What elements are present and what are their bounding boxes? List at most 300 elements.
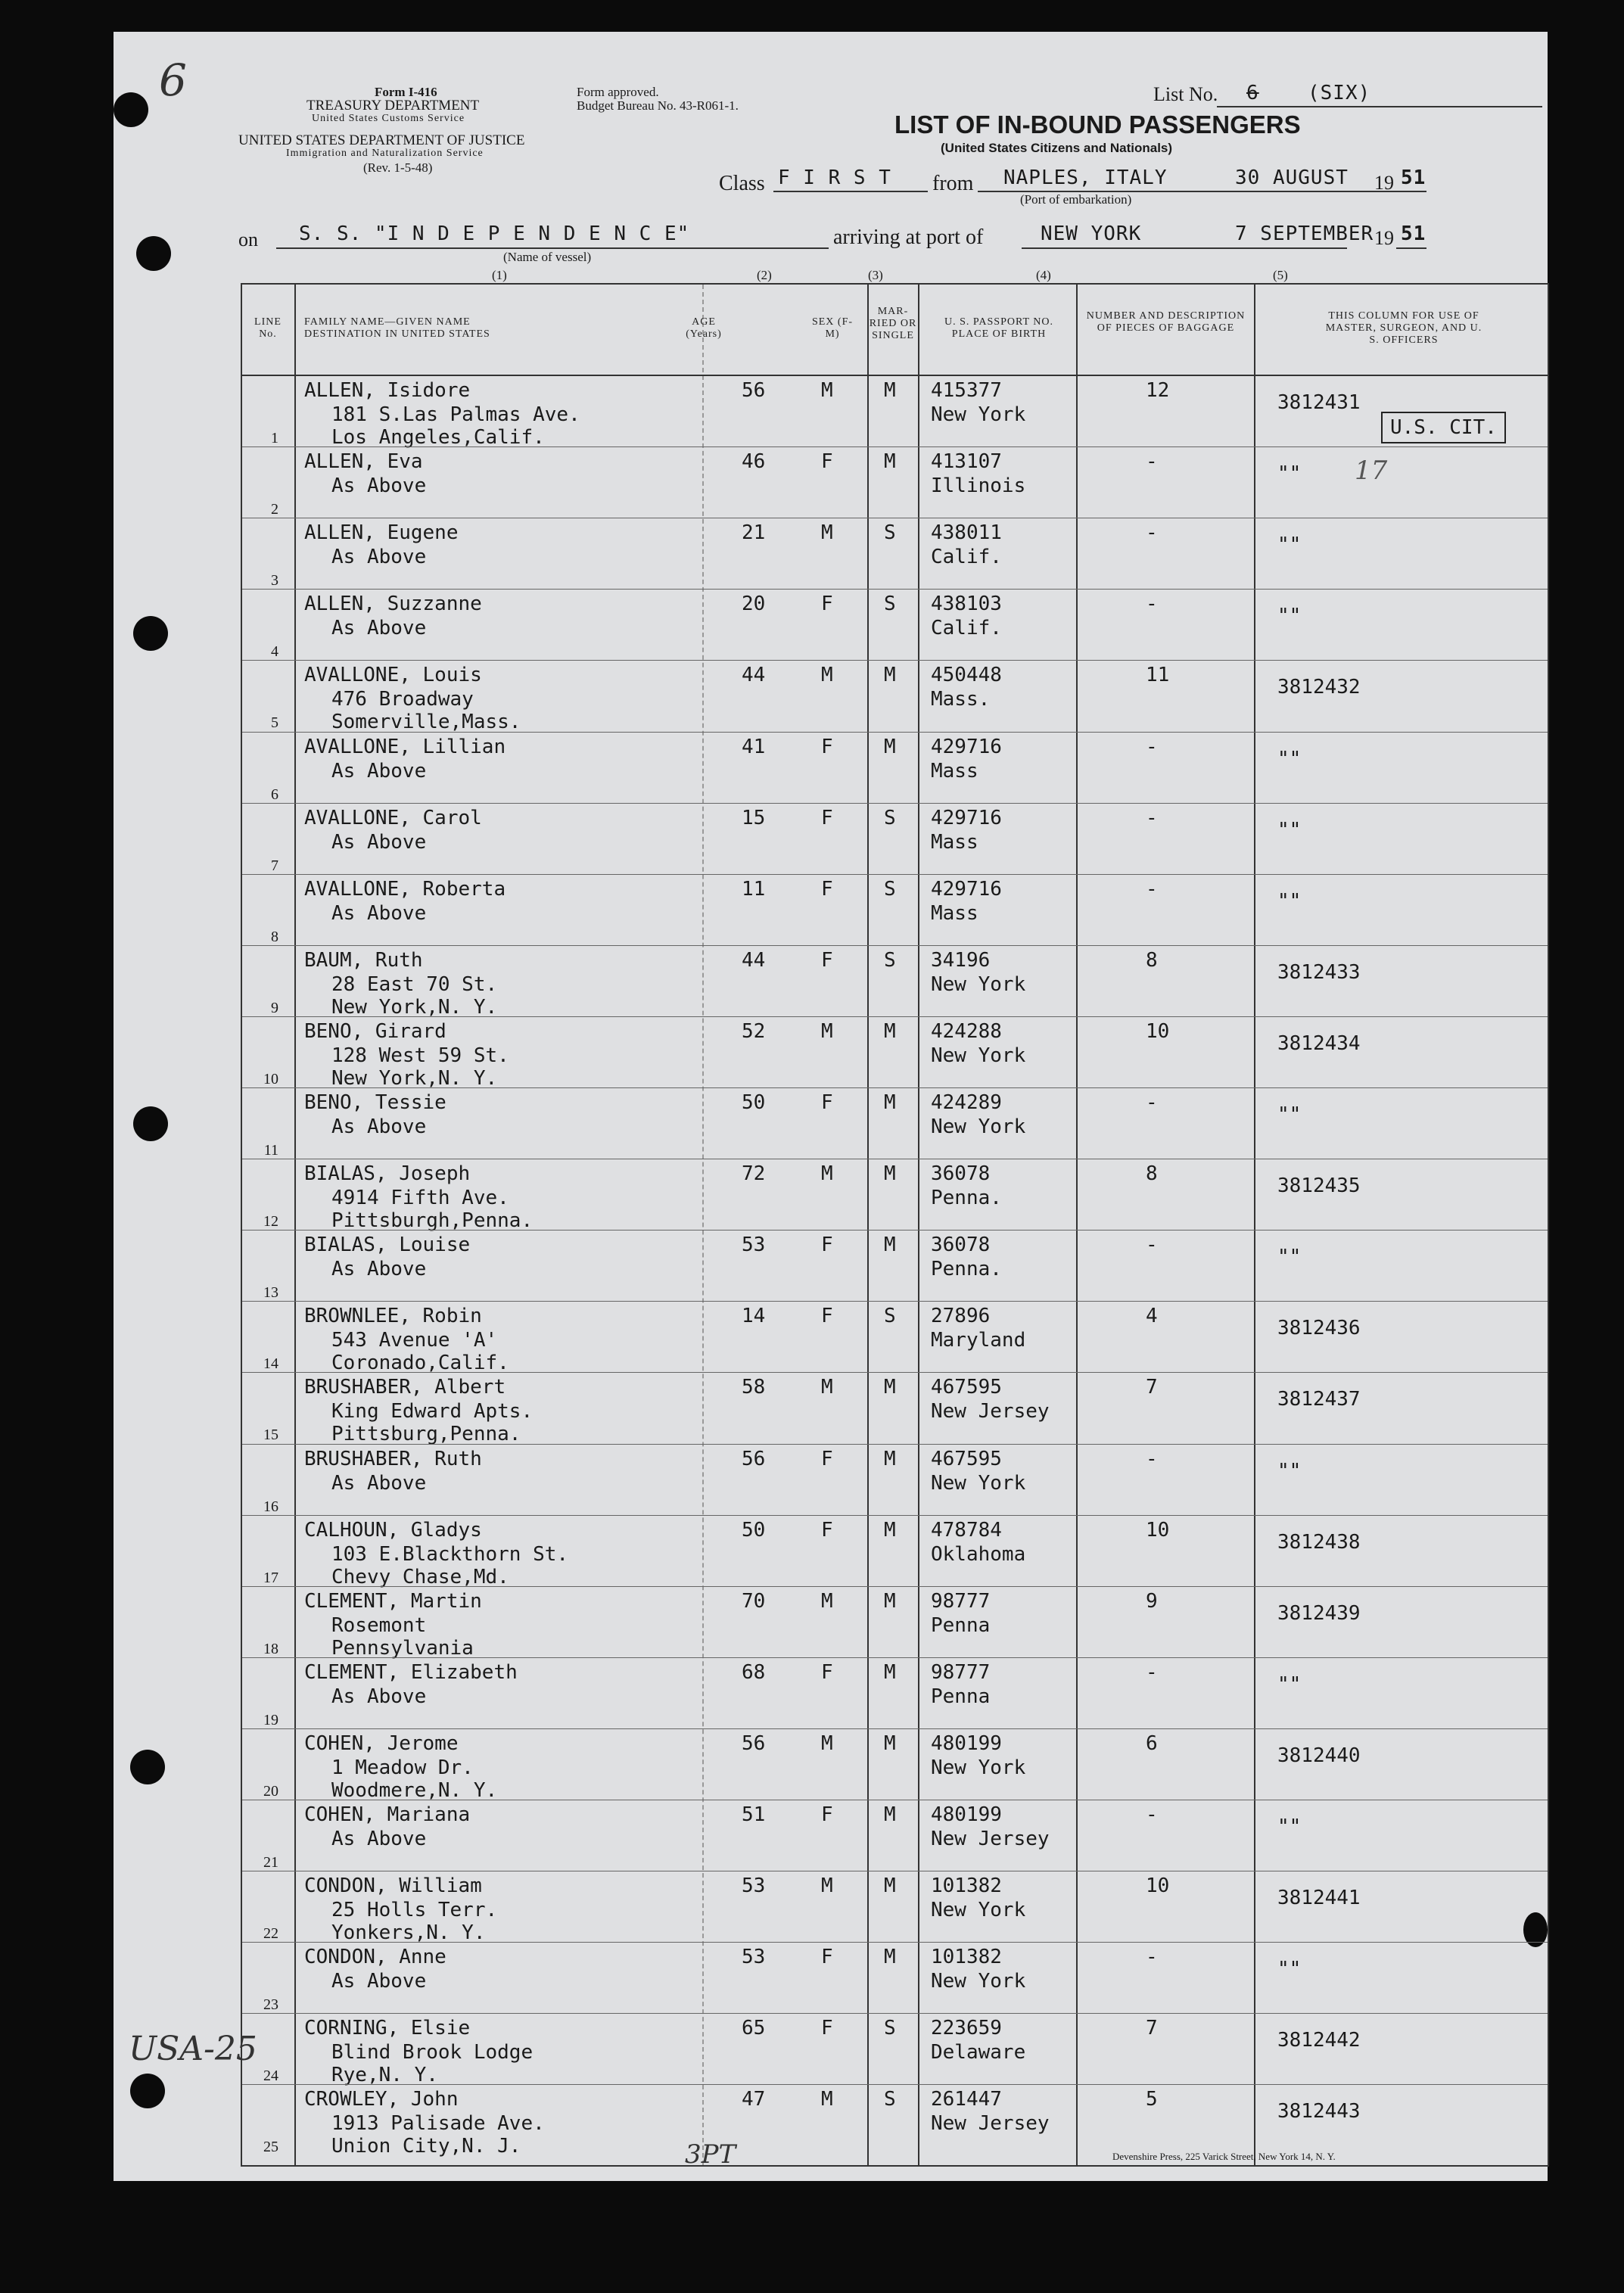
passport-number: 101382 bbox=[931, 1875, 1002, 1898]
marital-status: S bbox=[884, 948, 896, 972]
line-number: 10 bbox=[263, 1070, 278, 1087]
age: 20 bbox=[742, 593, 766, 616]
age: 44 bbox=[742, 948, 766, 972]
passenger-name: BRUSHABER, Ruth bbox=[304, 1447, 482, 1470]
signature-mark: 3PT bbox=[685, 2139, 736, 2170]
port-of-arrival: NEW YORK bbox=[1041, 222, 1142, 245]
destination-line-1: As Above bbox=[331, 546, 427, 569]
place-of-birth: New York bbox=[931, 1756, 1026, 1779]
sex: M bbox=[821, 379, 833, 402]
passenger-name: BRUSHABER, Albert bbox=[304, 1376, 506, 1399]
line-number: 11 bbox=[263, 1142, 278, 1159]
col-header-line: LINE No. bbox=[254, 316, 282, 340]
marital-status: M bbox=[884, 450, 896, 474]
marital-status: M bbox=[884, 735, 896, 758]
row-divider bbox=[242, 1016, 1548, 1017]
place-of-birth: Maryland bbox=[931, 1329, 1026, 1352]
passenger-name: BROWNLEE, Robin bbox=[304, 1305, 482, 1328]
passport-number: 467595 bbox=[931, 1447, 1002, 1470]
baggage-count: 10 bbox=[1146, 1875, 1170, 1898]
destination-line-1: As Above bbox=[331, 1970, 427, 1993]
marital-status: M bbox=[884, 1518, 896, 1542]
vessel-name: S. S. "I N D E P E N D E N C E" bbox=[299, 222, 690, 245]
destination-line-1: Rosemont bbox=[331, 1613, 427, 1637]
table-row bbox=[242, 876, 1548, 947]
passenger-name: AVALLONE, Lillian bbox=[304, 735, 506, 758]
destination-line-1: 476 Broadway bbox=[331, 688, 474, 711]
destination-line-1: 103 E.Blackthorn St. bbox=[331, 1542, 569, 1566]
age: 15 bbox=[742, 806, 766, 829]
arriving-label: arriving at port of bbox=[829, 226, 988, 250]
marital-status: S bbox=[884, 877, 896, 901]
baggage-count: 8 bbox=[1146, 1162, 1158, 1186]
row-divider bbox=[242, 1230, 1548, 1231]
baggage-count: - bbox=[1146, 806, 1158, 829]
baggage-count: 7 bbox=[1146, 2017, 1158, 2040]
place-of-birth: Illinois bbox=[931, 474, 1026, 498]
place-of-birth: Mass bbox=[931, 759, 978, 782]
table-row bbox=[242, 804, 1548, 876]
punch-hole bbox=[133, 1106, 168, 1141]
port-of-embarkation: NAPLES, ITALY bbox=[1003, 166, 1168, 189]
row-divider bbox=[242, 1515, 1548, 1516]
destination-line-2: Rye,N. Y. bbox=[331, 2064, 438, 2087]
row-divider bbox=[242, 660, 1548, 661]
baggage-count: - bbox=[1146, 593, 1158, 616]
sex: F bbox=[821, 1946, 833, 1969]
line-number: 13 bbox=[263, 1284, 278, 1302]
baggage-count: 5 bbox=[1146, 2088, 1158, 2111]
margin-mark-usa: USA-25 bbox=[129, 2030, 257, 2068]
age: 21 bbox=[742, 521, 766, 545]
age: 47 bbox=[742, 2088, 766, 2111]
place-of-birth: Mass. bbox=[931, 688, 991, 711]
baggage-count: - bbox=[1146, 1091, 1158, 1114]
passenger-name: CLEMENT, Martin bbox=[304, 1589, 482, 1613]
age: 68 bbox=[742, 1660, 766, 1684]
destination-line-1: 4914 Fifth Ave. bbox=[331, 1187, 509, 1210]
sex: M bbox=[821, 2088, 833, 2111]
table-row bbox=[242, 1730, 1548, 1801]
age: 46 bbox=[742, 450, 766, 474]
place-of-birth: New Jersey bbox=[931, 2112, 1050, 2136]
destination-line-1: 1913 Palisade Ave. bbox=[331, 2112, 545, 2136]
treasury-dept: TREASURY DEPARTMENT bbox=[306, 98, 480, 114]
destination-line-2: Pennsylvania bbox=[331, 1636, 474, 1660]
baggage-count: 4 bbox=[1146, 1305, 1158, 1328]
embarkation-year: 51 bbox=[1401, 166, 1426, 189]
marital-status: M bbox=[884, 1660, 896, 1684]
line-number: 24 bbox=[263, 2067, 278, 2085]
passport-number: 480199 bbox=[931, 1731, 1002, 1755]
passenger-name: BIALAS, Joseph bbox=[304, 1162, 471, 1186]
line-number: 22 bbox=[263, 1925, 278, 1943]
row-divider bbox=[242, 1586, 1548, 1587]
place-of-birth: Penna bbox=[931, 1613, 991, 1637]
age: 58 bbox=[742, 1376, 766, 1399]
age: 50 bbox=[742, 1091, 766, 1114]
col-header-married: MAR-RIED OR SINGLE bbox=[869, 306, 917, 341]
destination-line-1: 543 Avenue 'A' bbox=[331, 1329, 498, 1352]
arrival-date: 7 SEPTEMBER bbox=[1235, 222, 1374, 245]
officer-number: 3812431 bbox=[1277, 391, 1361, 414]
document-page bbox=[114, 32, 1548, 2181]
place-of-birth: Calif. bbox=[931, 617, 1002, 640]
punch-hole bbox=[114, 92, 148, 127]
passenger-name: ALLEN, Eva bbox=[304, 450, 423, 474]
officer-number: "" bbox=[1277, 889, 1302, 913]
row-divider bbox=[242, 1657, 1548, 1658]
passenger-name: AVALLONE, Louis bbox=[304, 664, 482, 687]
destination-line-2: Los Angeles,Calif. bbox=[331, 426, 545, 449]
officer-number: "" bbox=[1277, 534, 1302, 557]
passport-number: 34196 bbox=[931, 948, 991, 972]
line-number: 18 bbox=[263, 1640, 278, 1657]
officer-number: "" bbox=[1277, 818, 1302, 842]
destination-line-2: New York,N. Y. bbox=[331, 995, 498, 1019]
baggage-count: 12 bbox=[1146, 379, 1170, 402]
destination-line-1: 1 Meadow Dr. bbox=[331, 1756, 474, 1779]
age: 52 bbox=[742, 1019, 766, 1043]
sex: M bbox=[821, 664, 833, 687]
table-row bbox=[242, 1089, 1548, 1160]
marital-status: S bbox=[884, 2017, 896, 2040]
table-row bbox=[242, 1801, 1548, 1872]
passenger-name: COHEN, Mariana bbox=[304, 1803, 471, 1826]
col-number-4: (4) bbox=[1036, 268, 1051, 282]
officer-number: 3812435 bbox=[1277, 1175, 1361, 1198]
from-label: from bbox=[928, 172, 978, 196]
destination-line-1: As Above bbox=[331, 830, 427, 854]
destination-line-2: Somerville,Mass. bbox=[331, 711, 521, 734]
baggage-count: 7 bbox=[1146, 1376, 1158, 1399]
margin-mark-page: 6 bbox=[159, 54, 187, 106]
printer-credit: Devenshire Press, 225 Varick Street, New York 14, N. Y. bbox=[1112, 2151, 1336, 2162]
sex: F bbox=[821, 593, 833, 616]
line-number: 17 bbox=[263, 1569, 278, 1586]
destination-line-1: King Edward Apts. bbox=[331, 1400, 534, 1423]
passport-number: 36078 bbox=[931, 1162, 991, 1186]
table-row bbox=[242, 1374, 1548, 1445]
list-no-words: (SIX) bbox=[1308, 82, 1371, 104]
line-number: 3 bbox=[271, 572, 278, 590]
year-prefix-embark: 19 bbox=[1374, 172, 1394, 194]
passport-number: 429716 bbox=[931, 877, 1002, 901]
baggage-count: - bbox=[1146, 735, 1158, 758]
sex: F bbox=[821, 1803, 833, 1826]
place-of-birth: New York bbox=[931, 1115, 1026, 1138]
passport-number: 413107 bbox=[931, 450, 1002, 474]
officer-number: 3812434 bbox=[1277, 1031, 1361, 1055]
place-of-birth: New York bbox=[931, 1899, 1026, 1922]
marital-status: S bbox=[884, 521, 896, 545]
passport-number: 261447 bbox=[931, 2088, 1002, 2111]
officer-number: 3812442 bbox=[1277, 2029, 1361, 2052]
punch-hole bbox=[133, 616, 168, 651]
table-row bbox=[242, 1517, 1548, 1588]
row-divider bbox=[242, 732, 1548, 733]
baggage-count: 11 bbox=[1146, 664, 1170, 687]
passenger-name: ALLEN, Eugene bbox=[304, 521, 459, 545]
row-divider bbox=[242, 1301, 1548, 1302]
baggage-count: - bbox=[1146, 1447, 1158, 1470]
passenger-name: COHEN, Jerome bbox=[304, 1731, 459, 1755]
line-number: 5 bbox=[271, 714, 278, 732]
marital-status: M bbox=[884, 1376, 896, 1399]
line-number: 1 bbox=[271, 430, 278, 446]
row-divider bbox=[242, 446, 1548, 447]
revision: (Rev. 1-5-48) bbox=[363, 160, 433, 175]
col-header-name: FAMILY NAME—GIVEN NAME DESTINATION IN UNITED STATES bbox=[304, 316, 490, 340]
sex: F bbox=[821, 806, 833, 829]
sex: F bbox=[821, 1234, 833, 1257]
officer-number: "" bbox=[1277, 1459, 1302, 1483]
destination-line-1: As Above bbox=[331, 1258, 427, 1281]
sex: F bbox=[821, 877, 833, 901]
table-row bbox=[242, 377, 1548, 448]
place-of-birth: New York bbox=[931, 1471, 1026, 1495]
passport-number: 429716 bbox=[931, 735, 1002, 758]
passport-number: 415377 bbox=[931, 379, 1002, 402]
place-of-birth: New York bbox=[931, 1044, 1026, 1067]
destination-line-2: Yonkers,N. Y. bbox=[331, 1921, 486, 1945]
officer-number: "" bbox=[1277, 1672, 1302, 1696]
justice-dept: UNITED STATES DEPARTMENT OF JUSTICE bbox=[238, 132, 525, 148]
passport-number: 223659 bbox=[931, 2017, 1002, 2040]
age: 44 bbox=[742, 664, 766, 687]
line-number: 7 bbox=[271, 857, 278, 874]
place-of-birth: Delaware bbox=[931, 2041, 1026, 2064]
marital-status: M bbox=[884, 664, 896, 687]
destination-line-2: Pittsburgh,Penna. bbox=[331, 1209, 534, 1233]
place-of-birth: New Jersey bbox=[931, 1828, 1050, 1850]
age: 53 bbox=[742, 1875, 766, 1898]
sex: F bbox=[821, 1447, 833, 1470]
officer-number: 3812439 bbox=[1277, 1601, 1361, 1625]
col-header-sex: SEX (F-M) bbox=[811, 316, 854, 340]
line-number: 9 bbox=[271, 999, 278, 1016]
sex: M bbox=[821, 1019, 833, 1043]
sex: M bbox=[821, 1875, 833, 1898]
age: 14 bbox=[742, 1305, 766, 1328]
embarkation-date: 30 AUGUST bbox=[1235, 166, 1349, 189]
customs-service: United States Customs Service bbox=[312, 113, 465, 124]
destination-line-1: 25 Holls Terr. bbox=[331, 1899, 498, 1922]
row-divider bbox=[242, 2013, 1548, 2014]
budget-bureau: Budget Bureau No. 43-R061-1. bbox=[577, 98, 739, 113]
passport-number: 438011 bbox=[931, 521, 1002, 545]
punch-hole bbox=[130, 2074, 165, 2108]
officer-number: "" bbox=[1277, 1103, 1302, 1126]
table-row bbox=[242, 2015, 1548, 2086]
marital-status: M bbox=[884, 1162, 896, 1186]
sex: F bbox=[821, 450, 833, 474]
table-row bbox=[242, 1231, 1548, 1302]
row-divider bbox=[242, 945, 1548, 946]
class-label: Class bbox=[719, 172, 765, 195]
citizenship-stamp: U.S. CIT. bbox=[1381, 412, 1506, 443]
line-number: 23 bbox=[263, 1996, 278, 2014]
place-of-birth: Penna. bbox=[931, 1258, 1002, 1281]
marital-status: M bbox=[884, 1731, 896, 1755]
officer-number: 3812436 bbox=[1277, 1317, 1361, 1340]
passenger-name: BENO, Girard bbox=[304, 1019, 446, 1043]
sex: M bbox=[821, 1589, 833, 1613]
passenger-name: CROWLEY, John bbox=[304, 2088, 459, 2111]
line-number: 16 bbox=[263, 1498, 278, 1515]
place-of-birth: Penna bbox=[931, 1685, 991, 1708]
margin-mark-tally: 17 bbox=[1355, 456, 1388, 486]
row-divider bbox=[242, 2084, 1548, 2085]
baggage-count: - bbox=[1146, 1234, 1158, 1257]
col-header-age: AGE (Years) bbox=[686, 316, 722, 340]
officer-number: 3812432 bbox=[1277, 676, 1361, 699]
table-row bbox=[242, 1445, 1548, 1517]
row-divider bbox=[242, 803, 1548, 804]
baggage-count: - bbox=[1146, 1803, 1158, 1826]
punch-hole bbox=[130, 1750, 165, 1784]
passenger-name: BIALAS, Louise bbox=[304, 1234, 471, 1257]
officer-number: "" bbox=[1277, 1246, 1302, 1269]
age: 41 bbox=[742, 735, 766, 758]
line-number: 19 bbox=[263, 1711, 278, 1728]
destination-line-1: As Above bbox=[331, 1115, 427, 1138]
passport-number: 98777 bbox=[931, 1660, 991, 1684]
sex: F bbox=[821, 1660, 833, 1684]
arrival-year: 51 bbox=[1401, 222, 1426, 245]
passenger-name: CONDON, William bbox=[304, 1875, 482, 1898]
passport-number: 27896 bbox=[931, 1305, 991, 1328]
age: 56 bbox=[742, 1731, 766, 1755]
line-number: 21 bbox=[263, 1854, 278, 1871]
destination-line-1: 128 West 59 St. bbox=[331, 1044, 509, 1067]
sex: M bbox=[821, 1731, 833, 1755]
line-number: 4 bbox=[271, 643, 278, 661]
immigration-service: Immigration and Naturalization Service bbox=[286, 148, 484, 159]
baggage-count: - bbox=[1146, 450, 1158, 474]
col-header-officers: THIS COLUMN FOR USE OF MASTER, SURGEON, AND U. S. OFFICERS bbox=[1325, 310, 1482, 346]
sex: F bbox=[821, 1305, 833, 1328]
sex: F bbox=[821, 1091, 833, 1114]
destination-line-1: As Above bbox=[331, 1471, 427, 1495]
place-of-birth: New York bbox=[931, 972, 1026, 996]
place-of-birth: Oklahoma bbox=[931, 1542, 1026, 1566]
table-row bbox=[242, 947, 1548, 1018]
passenger-name: BENO, Tessie bbox=[304, 1091, 446, 1114]
marital-status: M bbox=[884, 1589, 896, 1613]
officer-number: 3812438 bbox=[1277, 1530, 1361, 1554]
year-prefix-arrival: 19 bbox=[1374, 227, 1394, 249]
row-divider bbox=[242, 874, 1548, 875]
row-divider bbox=[242, 1942, 1548, 1943]
passport-number: 467595 bbox=[931, 1376, 1002, 1399]
col-number-2: (2) bbox=[757, 268, 772, 282]
destination-line-1: As Above bbox=[331, 759, 427, 782]
destination-line-2: Woodmere,N. Y. bbox=[331, 1778, 498, 1802]
place-of-birth: Mass bbox=[931, 830, 978, 854]
table-row bbox=[242, 448, 1548, 519]
col-number-1: (1) bbox=[492, 268, 507, 282]
passport-number: 101382 bbox=[931, 1946, 1002, 1969]
passport-number: 98777 bbox=[931, 1589, 991, 1613]
destination-line-2: Pittsburg,Penna. bbox=[331, 1423, 521, 1446]
passport-number: 429716 bbox=[931, 806, 1002, 829]
line-number: 12 bbox=[263, 1213, 278, 1231]
age: 51 bbox=[742, 1803, 766, 1826]
table-row bbox=[242, 590, 1548, 661]
sex: F bbox=[821, 1518, 833, 1542]
marital-status: M bbox=[884, 1946, 896, 1969]
destination-line-1: As Above bbox=[331, 474, 427, 498]
vessel-caption: (Name of vessel) bbox=[503, 250, 592, 264]
passport-number: 438103 bbox=[931, 593, 1002, 616]
destination-line-1: Blind Brook Lodge bbox=[331, 2041, 534, 2064]
on-label: on bbox=[238, 229, 258, 250]
destination-line-2: Coronado,Calif. bbox=[331, 1352, 509, 1375]
passenger-name: CORNING, Elsie bbox=[304, 2017, 471, 2040]
place-of-birth: New Jersey bbox=[931, 1400, 1050, 1423]
destination-line-2: Union City,N. J. bbox=[331, 2135, 521, 2158]
marital-status: M bbox=[884, 1803, 896, 1826]
marital-status: S bbox=[884, 1305, 896, 1328]
passport-number: 480199 bbox=[931, 1803, 1002, 1826]
officer-number: "" bbox=[1277, 1958, 1302, 1981]
place-of-birth: Calif. bbox=[931, 546, 1002, 569]
destination-line-1: 181 S.Las Palmas Ave. bbox=[331, 403, 580, 426]
passport-number: 424289 bbox=[931, 1091, 1002, 1114]
officer-number: "" bbox=[1277, 1815, 1302, 1838]
row-divider bbox=[242, 1444, 1548, 1445]
col-number-5: (5) bbox=[1273, 268, 1288, 282]
marital-status: M bbox=[884, 1091, 896, 1114]
passport-number: 424288 bbox=[931, 1019, 1002, 1043]
table-row bbox=[242, 1588, 1548, 1659]
line-number: 20 bbox=[263, 1782, 278, 1800]
row-divider bbox=[242, 1372, 1548, 1373]
sex: F bbox=[821, 2017, 833, 2040]
passenger-name: CLEMENT, Elizabeth bbox=[304, 1660, 518, 1684]
marital-status: S bbox=[884, 593, 896, 616]
sex: M bbox=[821, 1162, 833, 1186]
marital-status: M bbox=[884, 1019, 896, 1043]
age: 53 bbox=[742, 1234, 766, 1257]
baggage-count: 9 bbox=[1146, 1589, 1158, 1613]
col-number-3: (3) bbox=[868, 268, 883, 282]
line-number: 6 bbox=[271, 786, 278, 803]
passport-number: 36078 bbox=[931, 1234, 991, 1257]
age: 56 bbox=[742, 1447, 766, 1470]
officer-number: "" bbox=[1277, 605, 1302, 628]
punch-hole bbox=[136, 236, 171, 271]
baggage-count: 10 bbox=[1146, 1019, 1170, 1043]
table-row bbox=[242, 2086, 1548, 2157]
officer-number: 3812437 bbox=[1277, 1388, 1361, 1411]
row-divider bbox=[242, 1087, 1548, 1088]
officer-number: "" bbox=[1277, 747, 1302, 770]
officer-number: 3812443 bbox=[1277, 2100, 1361, 2123]
table-row bbox=[242, 661, 1548, 733]
baggage-count: - bbox=[1146, 877, 1158, 901]
baggage-count: - bbox=[1146, 1946, 1158, 1969]
baggage-count: 10 bbox=[1146, 1518, 1170, 1542]
passenger-name: CALHOUN, Gladys bbox=[304, 1518, 482, 1542]
line-number: 25 bbox=[263, 2139, 278, 2156]
port-embarkation-caption: (Port of embarkation) bbox=[1020, 192, 1132, 207]
baggage-count: - bbox=[1146, 1660, 1158, 1684]
table-row bbox=[242, 1302, 1548, 1374]
list-no-value: 6 bbox=[1246, 82, 1259, 104]
passenger-name: AVALLONE, Carol bbox=[304, 806, 482, 829]
